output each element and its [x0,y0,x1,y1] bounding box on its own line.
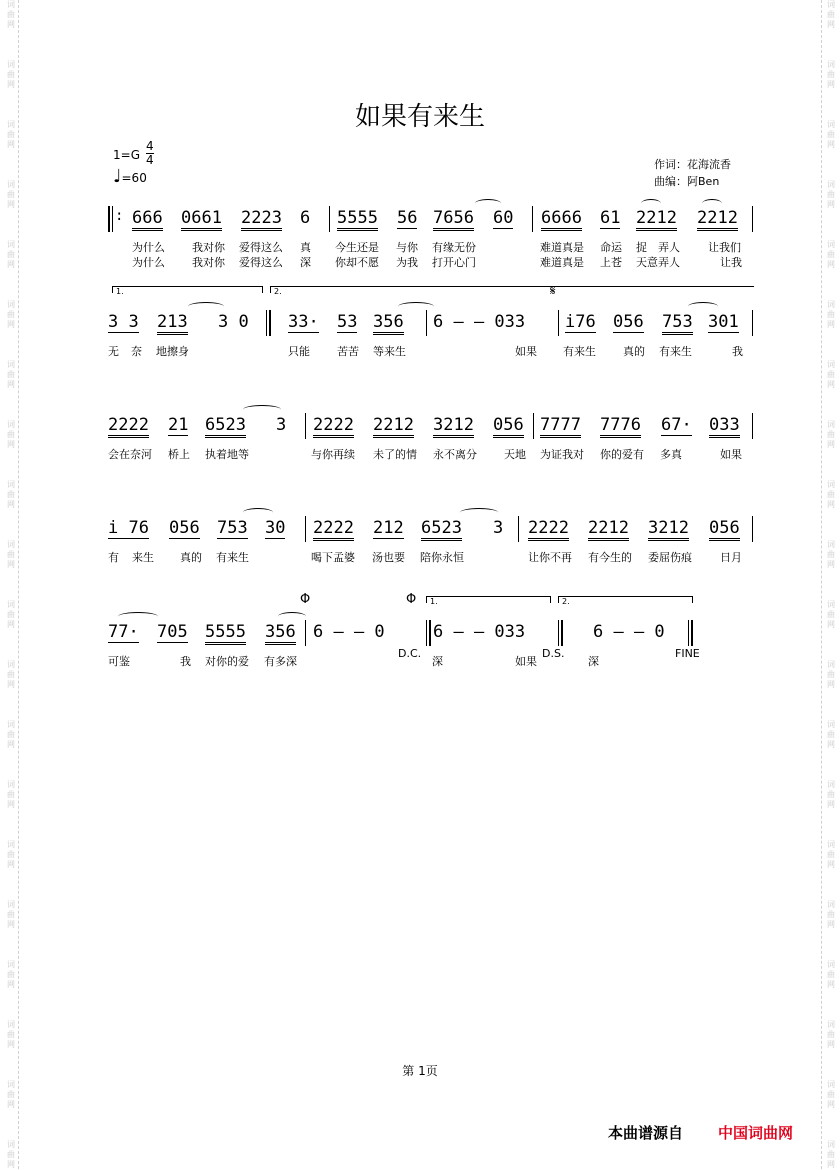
watermark-text: 词曲网 [827,420,835,449]
note-group: 33· [288,312,319,332]
lyric: 你的爱有 [600,448,644,461]
note-group: 213 [157,312,188,335]
watermark-text: 词曲网 [7,540,15,569]
note-group: 2222 [528,518,569,541]
lyric: 为什么 [132,256,165,269]
watermark-text: 词曲网 [827,240,835,269]
note-group: 056 [613,312,644,332]
time-signature [146,140,154,167]
segno-icon: 𝄋 [550,284,556,299]
lyric: 有来生 [659,345,692,358]
lyric: 只能 [288,345,310,358]
lyric: 有来生 [563,345,596,358]
note-group: i 76 [108,518,149,538]
lyric: 爱得这么 [239,241,283,254]
watermark-text: 词曲网 [7,360,15,389]
watermark-text: 词曲网 [827,180,835,209]
note-group: 2222 [108,415,149,438]
note-group: 2222 [313,518,354,541]
watermark-text: 词曲网 [7,0,15,29]
watermark-text: 词曲网 [827,600,835,629]
lyric: 为证我对 [540,448,584,461]
note-group: 753 [662,312,693,335]
lyric: 捉 [636,241,647,254]
lyric: 桥上 [168,448,190,461]
page-number: 第 1页 [402,1064,438,1078]
note-group: 2223 [241,208,282,231]
lyric: 天地 [504,448,526,461]
volta-1: 1. [426,596,551,603]
note-group: 3212 [433,415,474,438]
repeat-start-icon: : [115,208,124,224]
fine-marking: FINE [675,647,700,660]
lyric: 无 [108,345,119,358]
note-group: 6 – – 0 [593,622,665,642]
lyric: 陪你永恒 [420,551,464,564]
lyric: 你却不愿 [335,256,379,269]
watermark-text: 词曲网 [7,300,15,329]
lyric: 苦苦 [337,345,359,358]
right-watermark-strip [821,0,836,1169]
lyric: 弄人 [658,241,680,254]
watermark-text: 词曲网 [7,240,15,269]
lyric: 未了的情 [373,448,417,461]
coda-icon: Φ [300,592,311,607]
lyric: 为什么 [132,241,165,254]
watermark-text: 词曲网 [7,660,15,689]
lyric: 多真 [660,448,682,461]
watermark-text: 词曲网 [827,0,835,29]
lyric: 我对你 [192,241,225,254]
lyric: 今生还是 [335,241,379,254]
note-group: 705 [157,622,188,642]
note-group: 056 [709,518,740,541]
note-group: 56 [397,208,418,228]
note-group: 6666 [541,208,582,231]
watermark-text: 词曲网 [827,660,835,689]
note-group: 77· [108,622,139,642]
lyric: 真的 [180,551,202,564]
note-group: 7656 [433,208,474,231]
lyric: 如果 [515,655,537,668]
lyric: 汤也要 [372,551,405,564]
note-group: 61 [600,208,621,228]
watermark-text: 词曲网 [827,300,835,329]
volta-1: 1. [112,286,263,293]
watermark-text: 词曲网 [7,600,15,629]
lyric: 深 [588,655,599,668]
watermark-text: 词曲网 [827,1080,835,1109]
watermark-text: 词曲网 [827,1140,835,1169]
volta-2: 2. [270,286,754,293]
note-group: 2212 [636,208,677,231]
note-group: 2212 [697,208,738,231]
ds-marking: D.S. [542,647,565,660]
lyric: 我 [180,655,191,668]
lyric: 让你不再 [528,551,572,564]
watermark-text: 词曲网 [7,900,15,929]
note-group: 2212 [373,415,414,438]
lyric: 来生 [132,551,154,564]
note-group: 033 [709,415,740,438]
watermark-text: 词曲网 [7,480,15,509]
watermark-text: 词曲网 [827,720,835,749]
tempo-value: =60 [121,171,147,185]
note-group: 6 [300,208,311,228]
lyric: 难道真是 [540,256,584,269]
lyric: 等来生 [373,345,406,358]
key-signature: 1=G [113,148,140,162]
lyric: 委屈伤痕 [648,551,692,564]
lyric: 喝下孟婆 [311,551,355,564]
source-site: 中国词曲网 [718,1124,794,1142]
lyric: 如果 [720,448,742,461]
watermark-text: 词曲网 [827,960,835,989]
watermark-text: 词曲网 [7,420,15,449]
watermark-text: 词曲网 [7,180,15,209]
arranger-credit: 曲编：阿Ben [654,175,720,188]
note-group: 3 [493,518,504,538]
note-group: 3212 [648,518,689,541]
note-group: 60 [493,208,514,228]
note-group: 7776 [600,415,641,438]
note-group: 2212 [588,518,629,541]
lyric: 有今生的 [588,551,632,564]
watermark-text: 词曲网 [827,900,835,929]
lyric: 与你再续 [311,448,355,461]
note-group: 3 [276,415,287,435]
note-group: 753 [217,518,248,538]
note-group: 666 [132,208,163,231]
lyric: 深 [300,256,311,269]
note-group: 356 [265,622,296,645]
note-group: i76 [565,312,596,332]
note-group: 0661 [181,208,222,231]
lyric: 天意弄人 [636,256,680,269]
lyric: 有缘无份 [432,241,476,254]
watermark-text: 词曲网 [827,60,835,89]
time-signature-bottom: 4 [146,153,154,167]
lyricist-credit: 作词：花海流香 [654,158,731,171]
lyric: 地擦身 [156,345,189,358]
volta-2: 2. [558,596,693,603]
lyric: 如果 [515,345,537,358]
lyric: 我 [732,345,743,358]
watermark-text: 词曲网 [827,480,835,509]
lyric: 对你的爱 [205,655,249,668]
note-group: 67· [661,415,692,435]
coda-icon: Φ [406,592,417,607]
lyric: 真的 [623,345,645,358]
lyric: 执着地等 [205,448,249,461]
watermark-text: 词曲网 [7,1140,15,1169]
note-group: 212 [373,518,404,538]
quarter-note-icon: ♩ [113,166,122,187]
note-group: 6523 [421,518,462,541]
watermark-text: 词曲网 [827,120,835,149]
watermark-text: 词曲网 [7,840,15,869]
lyric: 打开心门 [432,256,476,269]
lyric: 深 [432,655,443,668]
lyric: 让我 [720,256,742,269]
watermark-text: 词曲网 [7,120,15,149]
note-group: 3 3 [108,312,139,332]
lyric: 上苍 [600,256,622,269]
note-group: 2222 [313,415,354,438]
note-group: 356 [373,312,404,335]
watermark-text: 词曲网 [7,960,15,989]
source-label: 本曲谱源自 [608,1124,684,1142]
watermark-text: 词曲网 [827,840,835,869]
watermark-text: 词曲网 [827,780,835,809]
lyric: 为我 [396,256,418,269]
lyric: 奈 [131,345,142,358]
watermark-text: 词曲网 [827,540,835,569]
note-group: 3 0 [218,312,249,332]
lyric: 让我们 [708,241,741,254]
note-group: 5555 [205,622,246,645]
note-group: 7777 [540,415,581,438]
lyric: 有来生 [216,551,249,564]
watermark-text: 词曲网 [7,1080,15,1109]
tempo-marking [113,166,147,187]
lyric: 难道真是 [540,241,584,254]
note-group: 056 [493,415,524,438]
note-group: 21 [168,415,189,435]
note-group: 6523 [205,415,246,438]
watermark-text: 词曲网 [7,780,15,809]
note-group: 056 [169,518,200,538]
watermark-text: 词曲网 [7,720,15,749]
note-group: 6 – – 033 [433,622,526,642]
note-group: 30 [265,518,286,538]
lyric: 有多深 [264,655,297,668]
note-group: 301 [708,312,739,332]
note-group: 6 – – 033 [433,312,526,332]
watermark-text: 词曲网 [827,1020,835,1049]
lyric: 爱得这么 [239,256,283,269]
lyric: 可鉴 [108,655,130,668]
lyric: 永不离分 [433,448,477,461]
time-signature-top: 4 [146,139,154,153]
lyric: 真 [300,241,311,254]
lyric: 与你 [396,241,418,254]
watermark-text: 词曲网 [827,360,835,389]
note-group: 53 [337,312,358,332]
note-group: 5555 [337,208,378,231]
lyric: 命运 [600,241,622,254]
note-group: 6 – – 0 [313,622,385,642]
lyric: 有 [108,551,119,564]
watermark-text: 词曲网 [7,1020,15,1049]
lyric: 会在奈河 [108,448,152,461]
watermark-text: 词曲网 [7,60,15,89]
dc-marking: D.C. [398,647,422,660]
lyric: 日月 [720,551,742,564]
song-title: 如果有来生 [354,102,485,132]
left-watermark-strip [4,0,19,1169]
lyric: 我对你 [192,256,225,269]
